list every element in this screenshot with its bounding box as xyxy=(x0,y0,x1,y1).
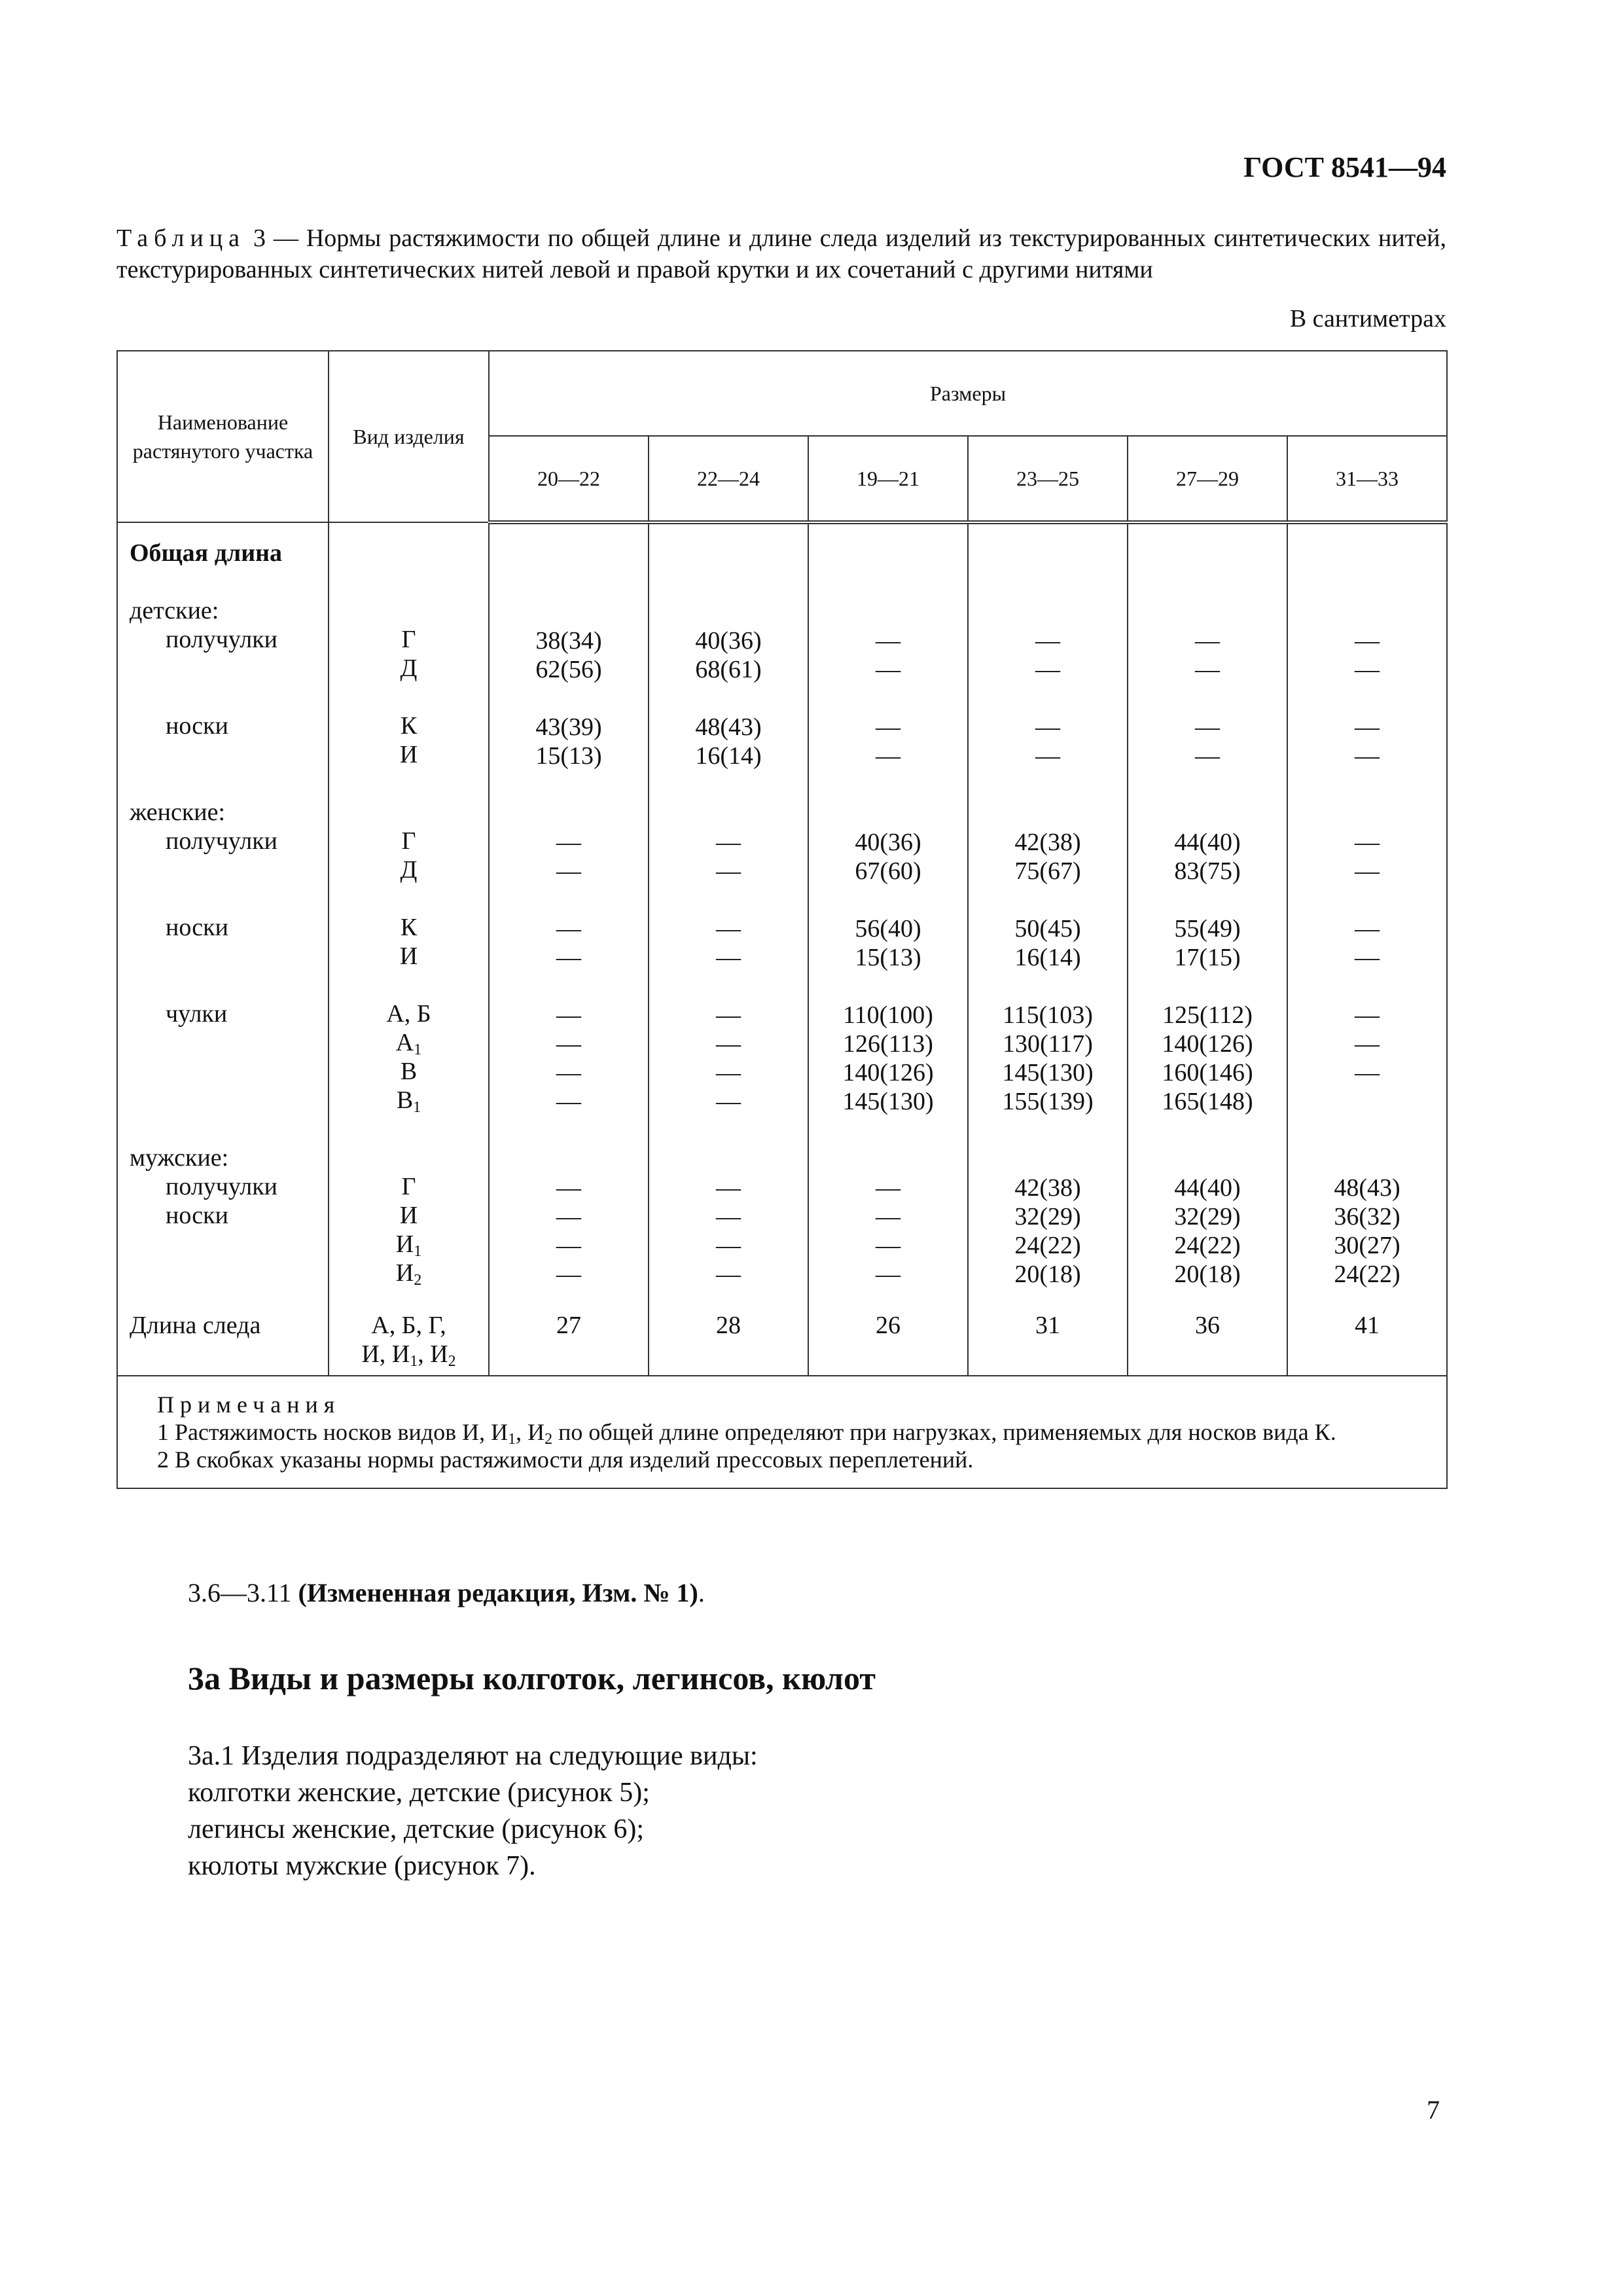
table-cell: — xyxy=(876,627,901,655)
table-cell: — xyxy=(556,915,581,942)
type-i: И xyxy=(399,1202,418,1229)
table-cell: — xyxy=(556,1059,581,1086)
table-cell: — xyxy=(556,1232,581,1259)
table-cell: 110(100) xyxy=(843,1001,933,1029)
table-cell: — xyxy=(1355,742,1380,770)
table-cell: 130(117) xyxy=(1003,1030,1093,1058)
table-cell: — xyxy=(556,1203,581,1230)
paragraph-3a1 xyxy=(188,1738,758,1884)
table-cell: 20(18) xyxy=(1014,1261,1081,1288)
value-column xyxy=(489,522,649,1304)
table-cell: — xyxy=(876,1203,901,1230)
table-cell: 145(130) xyxy=(1002,1059,1094,1086)
table-cell: 38(34) xyxy=(535,627,602,655)
table-cell: 24(22) xyxy=(1014,1232,1081,1259)
units-label: В сантиметрах xyxy=(1289,305,1446,332)
stretch-norms-table xyxy=(116,350,1448,1489)
table-cell xyxy=(1288,1087,1446,1116)
type-d: Д xyxy=(400,655,418,682)
table-cell: — xyxy=(1035,627,1060,655)
table-cell: 50(45) xyxy=(1014,915,1081,942)
table-cell: 15(13) xyxy=(535,742,602,770)
table-cell: — xyxy=(556,857,581,885)
footprint-types: А, Б, Г, И, $И_1$, $И_2$ xyxy=(329,1304,489,1376)
item-halfhose: получулки xyxy=(166,626,277,653)
type-i2: $И_2$ xyxy=(395,1259,422,1289)
section-title: 3а Виды и размеры колготок, легинсов, кюлот xyxy=(188,1660,876,1696)
type-k: К xyxy=(400,914,418,941)
table-cell: — xyxy=(876,1261,901,1288)
table-cell: — xyxy=(716,1030,741,1058)
footprint-value: 36 xyxy=(1128,1304,1287,1376)
table-cell: — xyxy=(876,1174,901,1202)
type-i1: $И_1$ xyxy=(395,1230,422,1260)
table-cell: 15(13) xyxy=(855,944,921,971)
table-cell: 165(148) xyxy=(1162,1088,1253,1115)
table-cell: 20(18) xyxy=(1174,1261,1241,1288)
paragraph-line: легинсы женские, детские (рисунок 6); xyxy=(188,1814,645,1844)
table-cell: 115(103) xyxy=(1003,1001,1093,1029)
table-cell: — xyxy=(556,1088,581,1115)
footprint-label: Длина следа xyxy=(117,1304,329,1376)
type-a1: $А_1$ xyxy=(395,1029,422,1058)
table-notes xyxy=(117,1376,1447,1488)
table-cell: 68(61) xyxy=(695,656,762,683)
table-cell: — xyxy=(716,1261,741,1288)
value-column xyxy=(649,522,808,1304)
table-cell: 36(32) xyxy=(1334,1203,1400,1230)
table-cell: — xyxy=(556,944,581,971)
amendment-note: 3.6—3.11 (Измененная редакция, Изм. № 1). xyxy=(188,1578,705,1607)
table-cell: — xyxy=(1355,829,1380,856)
table-cell: 56(40) xyxy=(855,915,921,942)
table-cell: 67(60) xyxy=(855,857,921,885)
item-stockings: чулки xyxy=(166,1000,228,1028)
type-v1: $В_1$ xyxy=(396,1086,421,1116)
table-cell: 140(126) xyxy=(1162,1030,1253,1058)
type-g: Г xyxy=(401,827,416,855)
table-cell: — xyxy=(1355,1059,1380,1086)
table-cell: — xyxy=(1195,627,1220,655)
paragraph-line: кюлоты мужские (рисунок 7). xyxy=(188,1851,536,1881)
paragraph-line: 3а.1 Изделия подразделяют на следующие виды: xyxy=(188,1741,758,1771)
item-socks: носки xyxy=(166,712,228,740)
table-cell: — xyxy=(1355,627,1380,655)
table-cell: — xyxy=(556,1174,581,1202)
table-cell: — xyxy=(1355,944,1380,971)
table-cell: 126(113) xyxy=(843,1030,933,1058)
item-socks: носки xyxy=(166,914,228,941)
table-cell: 44(40) xyxy=(1174,1174,1241,1202)
table-cell: — xyxy=(716,1059,741,1086)
name-column xyxy=(117,522,329,1304)
item-halfhose: получулки xyxy=(166,827,277,855)
header-size: 27—29 xyxy=(1128,436,1287,522)
type-g: Г xyxy=(401,1173,416,1200)
table-cell: 40(36) xyxy=(855,829,921,856)
table-cell: — xyxy=(876,1232,901,1259)
value-column xyxy=(1287,522,1447,1304)
table-cell: — xyxy=(876,713,901,741)
header-name: Наименование растянутого участка xyxy=(117,351,329,522)
item-halfhose: получулки xyxy=(166,1173,277,1200)
table-cell: 48(43) xyxy=(695,713,762,741)
header-size: 31—33 xyxy=(1287,436,1447,522)
caption-label: Таблица xyxy=(116,224,246,252)
header-size: 22—24 xyxy=(649,436,808,522)
table-cell: 155(139) xyxy=(1002,1088,1094,1115)
paragraph-line: колготки женские, детские (рисунок 5); xyxy=(188,1778,650,1808)
footprint-value: 31 xyxy=(968,1304,1128,1376)
type-k: К xyxy=(400,712,418,740)
footprint-value: 27 xyxy=(489,1304,649,1376)
type-v: В xyxy=(400,1058,418,1085)
table-cell: 30(27) xyxy=(1334,1232,1400,1259)
section-total-length: Общая длина xyxy=(130,539,283,567)
table-cell: 125(112) xyxy=(1162,1001,1253,1029)
value-column xyxy=(1128,522,1287,1304)
table-cell: 42(38) xyxy=(1014,829,1081,856)
table-cell: 83(75) xyxy=(1174,857,1241,885)
table-cell: 40(36) xyxy=(695,627,762,655)
table-cell: — xyxy=(1195,656,1220,683)
header-type: Вид изделия xyxy=(329,351,489,522)
type-i: И xyxy=(399,942,418,970)
note-1: 1 Растяжимость носков видов И, $И_1$, $И_2$ по общей длине определяют при нагрузках, применяемых для носков вида К. xyxy=(157,1419,1336,1448)
table-cell: — xyxy=(716,1232,741,1259)
footprint-value: 28 xyxy=(649,1304,808,1376)
table-cell: 43(39) xyxy=(535,713,602,741)
type-d: Д xyxy=(400,856,418,884)
footprint-value: 41 xyxy=(1287,1304,1447,1376)
header-size: 23—25 xyxy=(968,436,1128,522)
table-cell: 32(29) xyxy=(1014,1203,1081,1230)
table-cell: 24(22) xyxy=(1174,1232,1241,1259)
table-cell: — xyxy=(716,944,741,971)
table-cell: 44(40) xyxy=(1174,829,1241,856)
page-number: 7 xyxy=(1427,2095,1440,2125)
table-cell: — xyxy=(1355,915,1380,942)
table-cell: — xyxy=(876,656,901,683)
table-cell: — xyxy=(1355,1030,1380,1058)
type-column xyxy=(329,522,489,1304)
table-cell: — xyxy=(1355,713,1380,741)
header-size: 19—21 xyxy=(808,436,968,522)
table-cell: 24(22) xyxy=(1334,1261,1400,1288)
note-2: 2 В скобках указаны нормы растяжимости для изделий прессовых переплетений. xyxy=(157,1446,974,1473)
group-children: детские: xyxy=(130,597,219,624)
table-cell: 16(14) xyxy=(1014,944,1081,971)
table-cell: — xyxy=(1035,656,1060,683)
caption-number: 3 xyxy=(253,224,266,252)
table-cell: — xyxy=(1355,656,1380,683)
document-code: ГОСТ 8541—94 xyxy=(1243,151,1446,183)
table-cell: — xyxy=(556,1261,581,1288)
table-cell: — xyxy=(716,857,741,885)
table-cell: — xyxy=(716,1001,741,1029)
item-socks: носки xyxy=(166,1202,228,1229)
table-cell: — xyxy=(556,829,581,856)
table-cell: — xyxy=(556,1030,581,1058)
caption-text: — Нормы растяжимости по общей длине и длине следа изделий из текстурированных синтетических нитей, текстурированных синтетических нитей левой и правой крутки и их сочетаний с другими нитями xyxy=(116,224,1447,283)
table-cell: 48(43) xyxy=(1334,1174,1400,1202)
table-cell: 42(38) xyxy=(1014,1174,1081,1202)
table-cell: — xyxy=(876,742,901,770)
table-cell: — xyxy=(716,915,741,942)
table-cell: 17(15) xyxy=(1174,944,1241,971)
value-column xyxy=(808,522,968,1304)
table-cell: — xyxy=(1195,742,1220,770)
table-cell: 145(130) xyxy=(842,1088,934,1115)
table-cell: 140(126) xyxy=(842,1059,934,1086)
table-cell: — xyxy=(716,1174,741,1202)
table-cell: — xyxy=(716,1203,741,1230)
table-cell: — xyxy=(556,1001,581,1029)
table-cell: 32(29) xyxy=(1174,1203,1241,1230)
table-cell: — xyxy=(1355,1001,1380,1029)
table-cell: — xyxy=(1035,742,1060,770)
type-i: И xyxy=(399,741,418,768)
type-ab: А, Б xyxy=(386,1000,431,1028)
table-cell: — xyxy=(1035,713,1060,741)
table-cell: 55(49) xyxy=(1174,915,1241,942)
table-cell: 160(146) xyxy=(1162,1059,1253,1086)
table-cell: — xyxy=(1195,713,1220,741)
group-women: женские: xyxy=(130,798,226,826)
notes-title: Примечания xyxy=(157,1391,341,1418)
table-cell: — xyxy=(716,829,741,856)
table-cell: — xyxy=(1355,857,1380,885)
value-column xyxy=(968,522,1128,1304)
table-cell: 16(14) xyxy=(695,742,762,770)
table-cell: — xyxy=(716,1088,741,1115)
table-caption xyxy=(116,223,1446,285)
type-g: Г xyxy=(401,626,416,653)
header-size: 20—22 xyxy=(489,436,649,522)
header-sizes: Размеры xyxy=(489,351,1447,436)
table-cell: 62(56) xyxy=(535,656,602,683)
footprint-value: 26 xyxy=(808,1304,968,1376)
table-cell: 75(67) xyxy=(1014,857,1081,885)
group-men: мужские: xyxy=(130,1144,229,1172)
